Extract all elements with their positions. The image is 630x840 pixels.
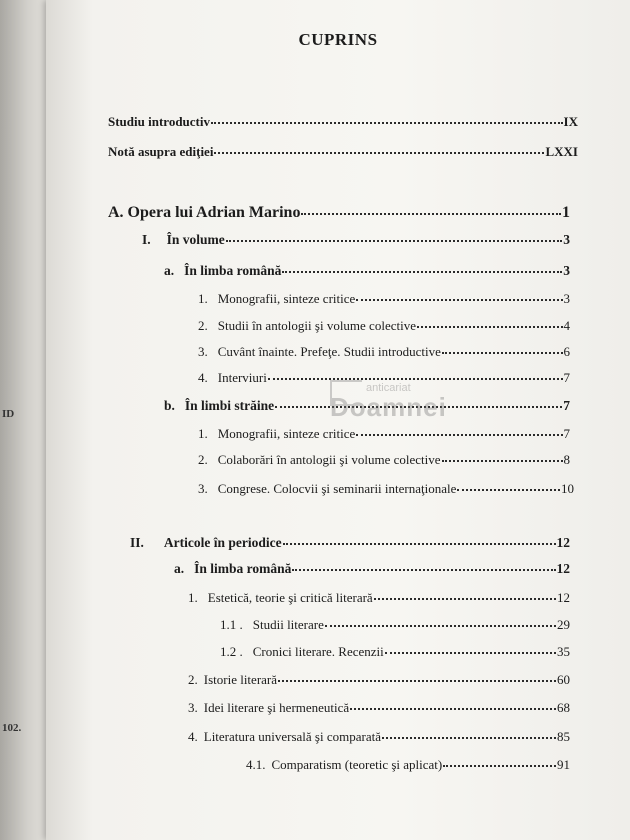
entry-label: În volume <box>166 232 225 247</box>
entry-label: În limba română <box>184 263 282 278</box>
page-number: LXXI <box>545 144 578 159</box>
page-number: 91 <box>557 757 570 772</box>
entry-label: Literatura universală şi comparată <box>203 729 381 744</box>
page-number: 3 <box>563 263 570 278</box>
toc-entry <box>142 232 570 248</box>
dot-leader <box>292 569 555 571</box>
entry-label: Studii literare <box>252 617 324 632</box>
dot-leader <box>356 299 562 301</box>
dot-leader <box>442 352 563 354</box>
page-number: 3 <box>563 291 570 306</box>
toc-entry <box>198 344 570 360</box>
dot-leader <box>282 271 562 273</box>
entry-label: Articole în periodice <box>163 535 282 550</box>
toc-entry <box>108 204 570 222</box>
entry-number: I. <box>142 232 151 247</box>
entry-label: Colaborări în antologii şi volume colective <box>217 452 441 467</box>
entry-number: 1. <box>198 426 208 441</box>
entry-number: II. <box>130 535 144 550</box>
entry-label: Congrese. Colocvii şi seminarii internaţionale <box>217 481 457 496</box>
dot-leader <box>382 737 556 739</box>
toc-entry <box>188 672 570 688</box>
entry-label: Monografii, sinteze critice <box>217 426 356 441</box>
toc-entry <box>198 481 574 497</box>
toc-entry <box>198 426 570 442</box>
dot-leader <box>301 213 561 215</box>
page-number: 29 <box>557 617 570 632</box>
dot-leader <box>356 434 562 436</box>
dot-leader <box>385 652 556 654</box>
entry-label: Cronici literare. Recenzii <box>252 644 384 659</box>
dot-leader <box>442 460 563 462</box>
entry-number: 2. <box>188 672 198 687</box>
page-number: 7 <box>563 426 570 441</box>
entry-label: Cuvânt înainte. Prefeţe. Studii introductive <box>217 344 441 359</box>
toc-entry <box>198 291 570 307</box>
dot-leader <box>283 543 556 545</box>
prev-page-fragment: 102. <box>2 722 22 734</box>
dot-leader <box>350 708 556 710</box>
page-number: 7 <box>563 370 570 385</box>
toc-entry <box>220 644 570 660</box>
dot-leader <box>443 765 556 767</box>
page-number: 35 <box>557 644 570 659</box>
entry-number: 1.1 . <box>220 617 243 632</box>
page-number: 3 <box>563 232 570 247</box>
entry-number: 3. <box>188 700 198 715</box>
entry-label: Interviuri <box>217 370 267 385</box>
toc-entry <box>188 700 570 716</box>
page-number: 85 <box>557 729 570 744</box>
previous-page-edge <box>0 0 50 840</box>
entry-label: În limba română <box>194 561 292 576</box>
page-number: 6 <box>563 344 570 359</box>
entry-number: 4. <box>188 729 198 744</box>
prev-page-fragment: ID <box>2 408 15 420</box>
toc-entry <box>246 757 570 773</box>
entry-number: 4.1. <box>246 757 266 772</box>
dot-leader <box>226 240 562 242</box>
toc-entry <box>188 590 570 606</box>
toc-entry <box>164 263 570 279</box>
page-number: 1 <box>562 204 570 221</box>
page-number: 7 <box>563 398 570 413</box>
dot-leader <box>214 152 544 154</box>
toc-entry <box>108 144 578 160</box>
page-number: 12 <box>556 561 570 576</box>
entry-number: 1. <box>188 590 198 605</box>
toc-entry <box>174 561 570 577</box>
toc-entry <box>130 535 570 551</box>
entry-label: Studiu introductiv <box>108 114 210 129</box>
page-number: 8 <box>563 452 570 467</box>
toc-entry <box>188 729 570 745</box>
entry-label: Notă asupra ediţiei <box>108 144 214 159</box>
entry-label: Comparatism (teoretic şi aplicat) <box>271 757 443 772</box>
dot-leader <box>417 326 563 328</box>
dot-leader <box>374 598 556 600</box>
toc-entry <box>198 452 570 468</box>
watermark-top-text: anticariat <box>366 382 411 394</box>
watermark-main-text: Doamnei <box>330 392 447 422</box>
entry-label: În limbi străine <box>184 398 275 413</box>
entry-number: a. <box>174 561 185 576</box>
entry-number: 4. <box>198 370 208 385</box>
entry-label: Idei literare şi hermeneutică <box>203 700 350 715</box>
entry-number: 2. <box>198 452 208 467</box>
toc-page <box>46 0 630 840</box>
entry-number: 2. <box>198 318 208 333</box>
watermark-logo <box>330 380 460 428</box>
page-title: CUPRINS <box>298 30 378 49</box>
page-number: 68 <box>557 700 570 715</box>
toc-entry <box>108 114 578 130</box>
entry-number: 3. <box>198 344 208 359</box>
page-number: 60 <box>557 672 570 687</box>
dot-leader <box>325 625 556 627</box>
entry-number: a. <box>164 263 175 278</box>
entry-label: Studii în antologii şi volume colective <box>217 318 416 333</box>
page-number: IX <box>563 114 578 129</box>
entry-label: Monografii, sinteze critice <box>217 291 356 306</box>
dot-leader <box>278 680 556 682</box>
entry-number: 1.2 . <box>220 644 243 659</box>
entry-number: b. <box>164 398 175 413</box>
page-number: 12 <box>557 590 570 605</box>
dot-leader <box>457 489 560 491</box>
entry-label: Istorie literară <box>203 672 278 687</box>
entry-number: 1. <box>198 291 208 306</box>
dot-leader <box>211 122 563 124</box>
entry-number: 3. <box>198 481 208 496</box>
page-number: 10 <box>561 481 574 496</box>
entry-label: Estetică, teorie şi critică literară <box>207 590 373 605</box>
toc-entry <box>198 318 570 334</box>
page-number: 12 <box>556 535 570 550</box>
toc-entry <box>220 617 570 633</box>
entry-label: A. Opera lui Adrian Marino <box>108 204 301 221</box>
page-number: 4 <box>563 318 570 333</box>
